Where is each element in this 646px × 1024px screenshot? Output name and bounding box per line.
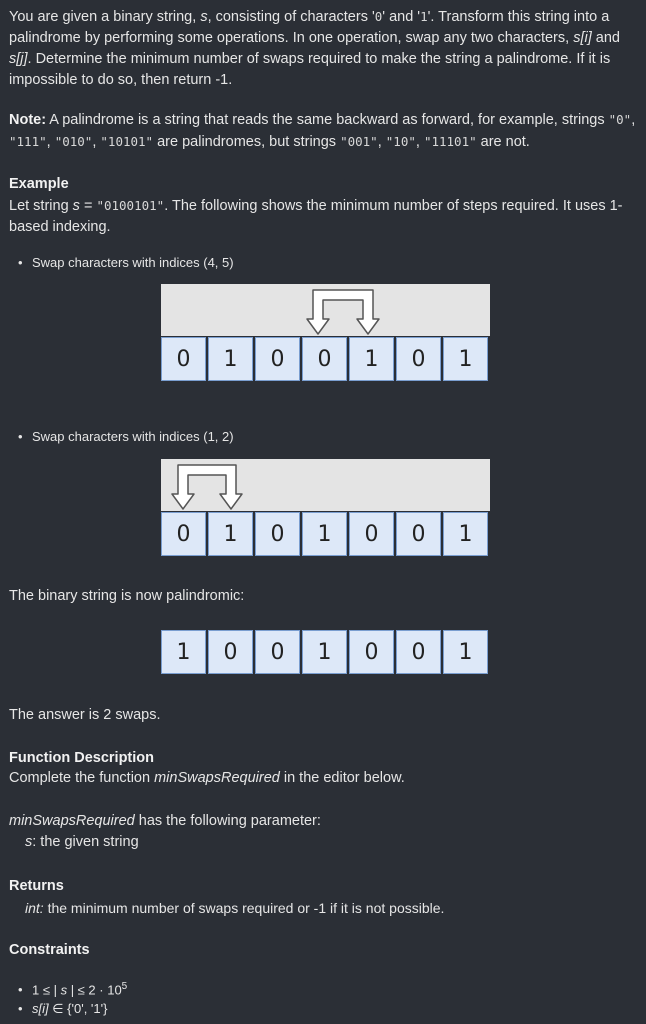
- returns-heading: Returns: [9, 878, 64, 894]
- char-cell: 1: [161, 630, 206, 674]
- returns-description: int: the minimum number of swaps required or -1 if it is not possible.: [25, 900, 445, 916]
- char-cell: 0: [255, 337, 300, 381]
- char-cell: 1: [349, 337, 394, 381]
- answer-text: The answer is 2 swaps.: [9, 707, 161, 723]
- example-heading: Example: [9, 176, 69, 192]
- intro-paragraph: You are given a binary string, s, consisting of characters '0' and '1'. Transform this string into a palindrome by performing some operations. In one operation, swap any two characters, s[i] and s[j]. Determine the minimum number of swaps required to make the string a palindrome. If it is impossible to do so, then return -1.: [9, 9, 620, 88]
- char-cell: 0: [349, 630, 394, 674]
- char-cell: 0: [161, 512, 206, 556]
- char-cell: 0: [302, 337, 347, 381]
- function-heading: Function Description: [9, 750, 154, 766]
- char-cell: 1: [208, 337, 253, 381]
- swap-diagram-2: [161, 459, 490, 558]
- char-cell: 0: [396, 337, 441, 381]
- palindromic-text: The binary string is now palindromic:: [9, 588, 245, 604]
- char-cell: 0: [208, 630, 253, 674]
- char-cell: 1: [302, 512, 347, 556]
- char-cell: 0: [161, 337, 206, 381]
- example-description: Let string s = "0100101". The following shows the minimum number of steps required. It uses 1-based indexing.: [9, 198, 623, 235]
- step-2-bullet: • Swap characters with indices (1, 2): [20, 426, 234, 447]
- function-description: Complete the function minSwapsRequired in the editor below.: [9, 770, 405, 786]
- char-cell: 1: [443, 337, 488, 381]
- parameter-s: s: the given string: [25, 834, 139, 850]
- result-diagram: [161, 630, 490, 676]
- constraint-chars: • s[i] ∈ {'0', '1'}: [20, 998, 107, 1019]
- char-cell: 0: [255, 630, 300, 674]
- char-cell: 0: [349, 512, 394, 556]
- step-1-bullet: • Swap characters with indices (4, 5): [20, 252, 234, 273]
- constraint-length: • 1 ≤ | s | ≤ $2 \cdot 10^5$: [20, 976, 127, 1000]
- char-cell: 0: [255, 512, 300, 556]
- char-cell: 1: [443, 630, 488, 674]
- swap-arrow-icon: [161, 284, 490, 336]
- constraints-heading: Constraints: [9, 942, 90, 958]
- note-paragraph: Note: A palindrome is a string that reads the same backward as forward, for example, strings "0", "111", "010", "10101" are palindromes, but strings "001", "10", "11101" are not.: [9, 112, 636, 150]
- parameter-intro: minSwapsRequired has the following parameter:: [9, 813, 321, 829]
- char-cell: 1: [302, 630, 347, 674]
- swap-diagram-1: [161, 284, 490, 383]
- char-cell: 1: [443, 512, 488, 556]
- char-cell: 0: [396, 512, 441, 556]
- char-cell: 1: [208, 512, 253, 556]
- swap-arrow-icon: [161, 459, 490, 511]
- char-cell: 0: [396, 630, 441, 674]
